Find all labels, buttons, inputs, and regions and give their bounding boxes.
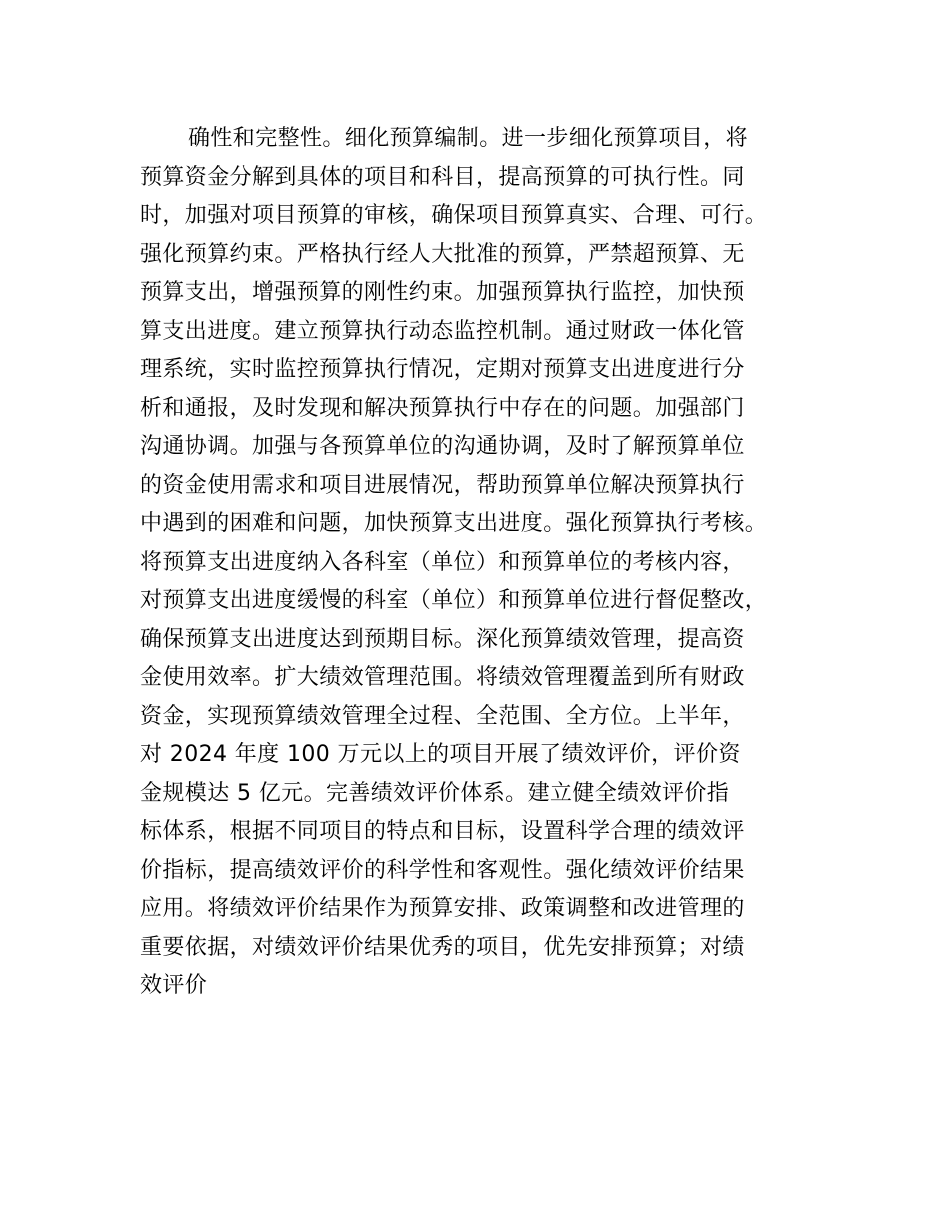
text-line: 资金，实现预算绩效管理全过程、全范围、全方位。上半年， [140,703,745,729]
text-line: 确性和完整性。细化预算编制。进一步细化预算项目，将 [188,126,749,151]
text-line: 确保预算支出进度达到预期目标。深化预算绩效管理，提高资 [140,626,745,652]
text-line: 金规模达 5 亿元。完善绩效评价体系。建立健全绩效评价指 [140,780,730,806]
text-line: 对 2024 年度 100 万元以上的项目开展了绩效评价，评价资 [140,742,741,767]
text-line: 强化预算约束。严格执行经人大批准的预算，严禁超预算、无 [140,241,745,267]
text-line: 将预算支出进度纳入各科室（单位）和预算单位的考核内容， [140,549,745,575]
text-line: 析和通报，及时发现和解决预算执行中存在的问题。加强部门 [140,395,745,421]
text-line: 理系统，实时监控预算执行情况，定期对预算支出进度进行分 [140,357,745,382]
text-line: 价指标，提高绩效评价的科学性和客观性。强化绩效评价结果 [140,857,745,883]
text-line: 的资金使用需求和项目进展情况，帮助预算单位解决预算执行 [140,472,745,498]
text-line: 预算资金分解到具体的项目和科目，提高预算的可执行性。同 [140,164,745,190]
text-line: 重要依据，对绩效评价结果优秀的项目，优先安排预算；对绩 [140,934,745,960]
text-line: 效评价 [140,973,208,998]
body-text [140,120,840,1006]
text-line: 中遇到的困难和问题，加快预算支出进度。强化预算执行考核。 [140,511,768,536]
text-line: 算支出进度。建立预算执行动态监控机制。通过财政一体化管 [140,318,745,344]
text-line: 对预算支出进度缓慢的科室（单位）和预算单位进行督促整改， [140,588,768,613]
text-line: 预算支出，增强预算的刚性约束。加强预算执行监控，加快预 [140,280,745,305]
text-line: 应用。将绩效评价结果作为预算安排、政策调整和改进管理的 [140,896,745,921]
text-line: 标体系，根据不同项目的特点和目标，设置科学合理的绩效评 [140,819,745,844]
text-line: 金使用效率。扩大绩效管理范围。将绩效管理覆盖到所有财政 [140,665,745,690]
text-line: 沟通协调。加强与各预算单位的沟通协调，及时了解预算单位 [140,434,745,459]
text-line: 时，加强对项目预算的审核，确保项目预算真实、合理、可行。 [140,203,768,228]
